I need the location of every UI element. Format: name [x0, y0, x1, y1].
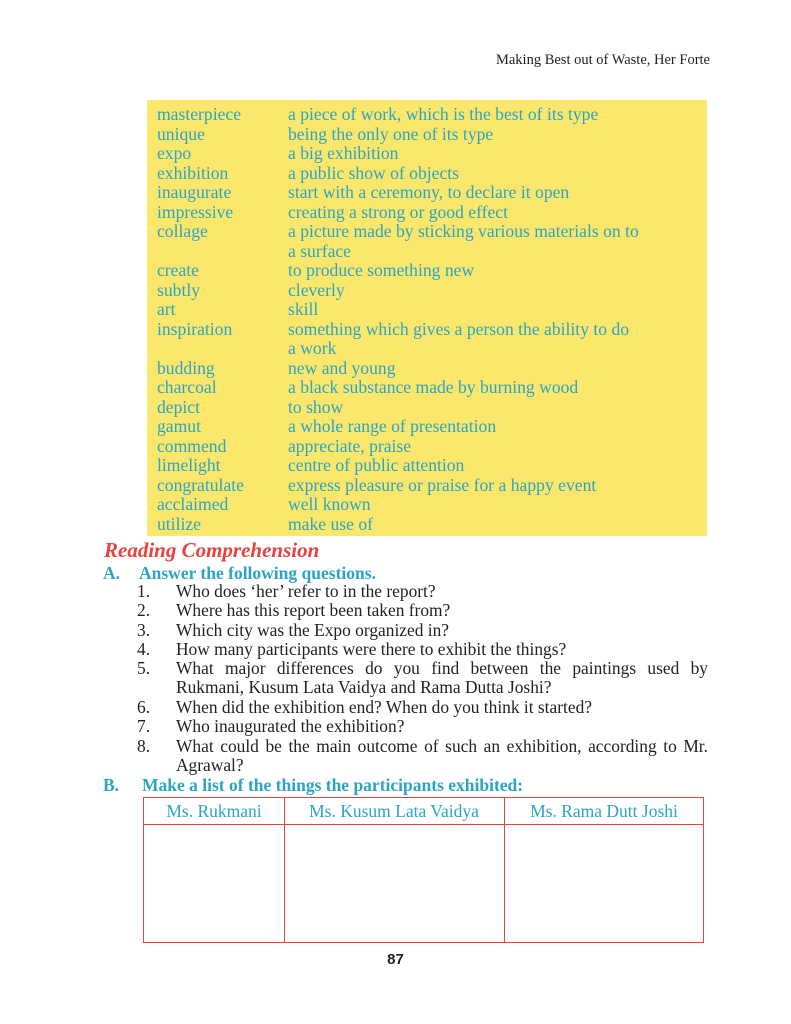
table-header-rama-dutt-joshi: Ms. Rama Dutt Joshi	[530, 801, 678, 821]
question-number: 4.	[137, 639, 151, 659]
glossary-term: budding	[157, 357, 215, 378]
glossary-definition: a piece of work, which is the best of its type	[288, 104, 599, 124]
question-text: What major differences do you find between the paintings used by Rukmani, Kusum Lata Vaidya and Rama Dutta Joshi?	[176, 658, 708, 698]
participants-table	[143, 797, 704, 943]
question-number: 3.	[137, 620, 151, 640]
question-number: 2.	[137, 600, 151, 620]
glossary-term: gamut	[157, 416, 201, 436]
glossary-term: exhibition	[157, 162, 229, 183]
task-a-letter: A.	[103, 563, 121, 583]
glossary-definition: new and young	[288, 357, 396, 378]
question-number: 8.	[137, 736, 151, 756]
glossary-definition: cleverly	[288, 279, 345, 300]
glossary-definition: well known	[288, 494, 371, 514]
glossary-definition: creating a strong or good effect	[288, 201, 508, 222]
question-number: 7.	[137, 716, 151, 736]
table-cell-rukmani[interactable]	[144, 825, 284, 942]
glossary-definition: being the only one of its type	[288, 123, 494, 144]
glossary-box	[147, 100, 707, 536]
table-cell-rama-dutt-joshi[interactable]	[505, 825, 703, 942]
glossary-definition: start with a ceremony, to declare it open	[288, 182, 570, 202]
task-a-instruction: Answer the following questions.	[139, 563, 376, 583]
glossary-term: limelight	[157, 455, 221, 475]
glossary-term: unique	[157, 123, 205, 144]
glossary-term: acclaimed	[157, 494, 229, 514]
glossary-definition: a big exhibition	[288, 143, 399, 163]
question-text: Who does ‘her’ refer to in the report?	[176, 581, 436, 601]
question-text: Who inaugurated the exhibition?	[176, 716, 405, 736]
question-text: Where has this report been taken from?	[176, 600, 451, 620]
glossary-definition: a surface	[288, 240, 351, 261]
glossary-definition: something which gives a person the ability to do	[288, 318, 630, 339]
question-text: What could be the main outcome of such an exhibition, according to Mr. Agrawal?	[176, 736, 708, 776]
glossary-definition: a black substance made by burning wood	[288, 377, 579, 397]
question-number: 5.	[137, 658, 151, 678]
table-header-kusum-lata-vaidya: Ms. Kusum Lata Vaidya	[309, 801, 479, 821]
glossary-term: expo	[157, 143, 192, 163]
page-number: 87	[387, 951, 404, 968]
glossary-term: inaugurate	[157, 182, 232, 202]
glossary-definition: express pleasure or praise for a happy event	[288, 474, 597, 495]
glossary-term: inspiration	[157, 318, 233, 339]
question-text: When did the exhibition end? When do you think it started?	[176, 697, 592, 717]
glossary-term: charcoal	[157, 377, 217, 397]
glossary-term: depict	[157, 396, 200, 417]
running-header: Making Best out of Waste, Her Forte	[495, 52, 710, 68]
glossary-term: commend	[157, 435, 227, 456]
glossary-term: subtly	[157, 279, 201, 300]
glossary-definition: a public show of objects	[288, 162, 460, 183]
glossary-term: congratulate	[157, 474, 244, 495]
table-cell-kusum-lata-vaidya[interactable]	[285, 825, 504, 942]
glossary-definition: a work	[288, 338, 337, 358]
glossary-definition: make use of	[288, 513, 374, 534]
glossary-definition: to produce something new	[288, 260, 475, 280]
glossary-term: masterpiece	[157, 104, 242, 124]
glossary-term: collage	[157, 221, 208, 241]
glossary-definition: appreciate, praise	[288, 435, 412, 456]
glossary-definition: skill	[288, 299, 319, 319]
task-b-letter: B.	[103, 775, 120, 795]
question-text: Which city was the Expo organized in?	[176, 620, 450, 640]
glossary-definition: centre of public attention	[288, 455, 465, 475]
glossary-term: impressive	[157, 201, 234, 222]
table-header-rukmani: Ms. Rukmani	[166, 801, 262, 821]
question-number: 1.	[137, 581, 151, 601]
glossary-term: create	[157, 260, 199, 280]
glossary-definition: to show	[288, 396, 344, 417]
question-text: How many participants were there to exhibit the things?	[176, 639, 567, 659]
glossary-term: utilize	[157, 513, 201, 534]
glossary-definition: a picture made by sticking various materials on to	[288, 221, 639, 241]
question-number: 6.	[137, 697, 151, 717]
glossary-term: art	[157, 299, 176, 319]
glossary-definition: a whole range of presentation	[288, 416, 497, 436]
task-b-instruction: Make a list of the things the participants exhibited:	[142, 775, 524, 795]
section-title: Reading Comprehension	[104, 538, 320, 562]
